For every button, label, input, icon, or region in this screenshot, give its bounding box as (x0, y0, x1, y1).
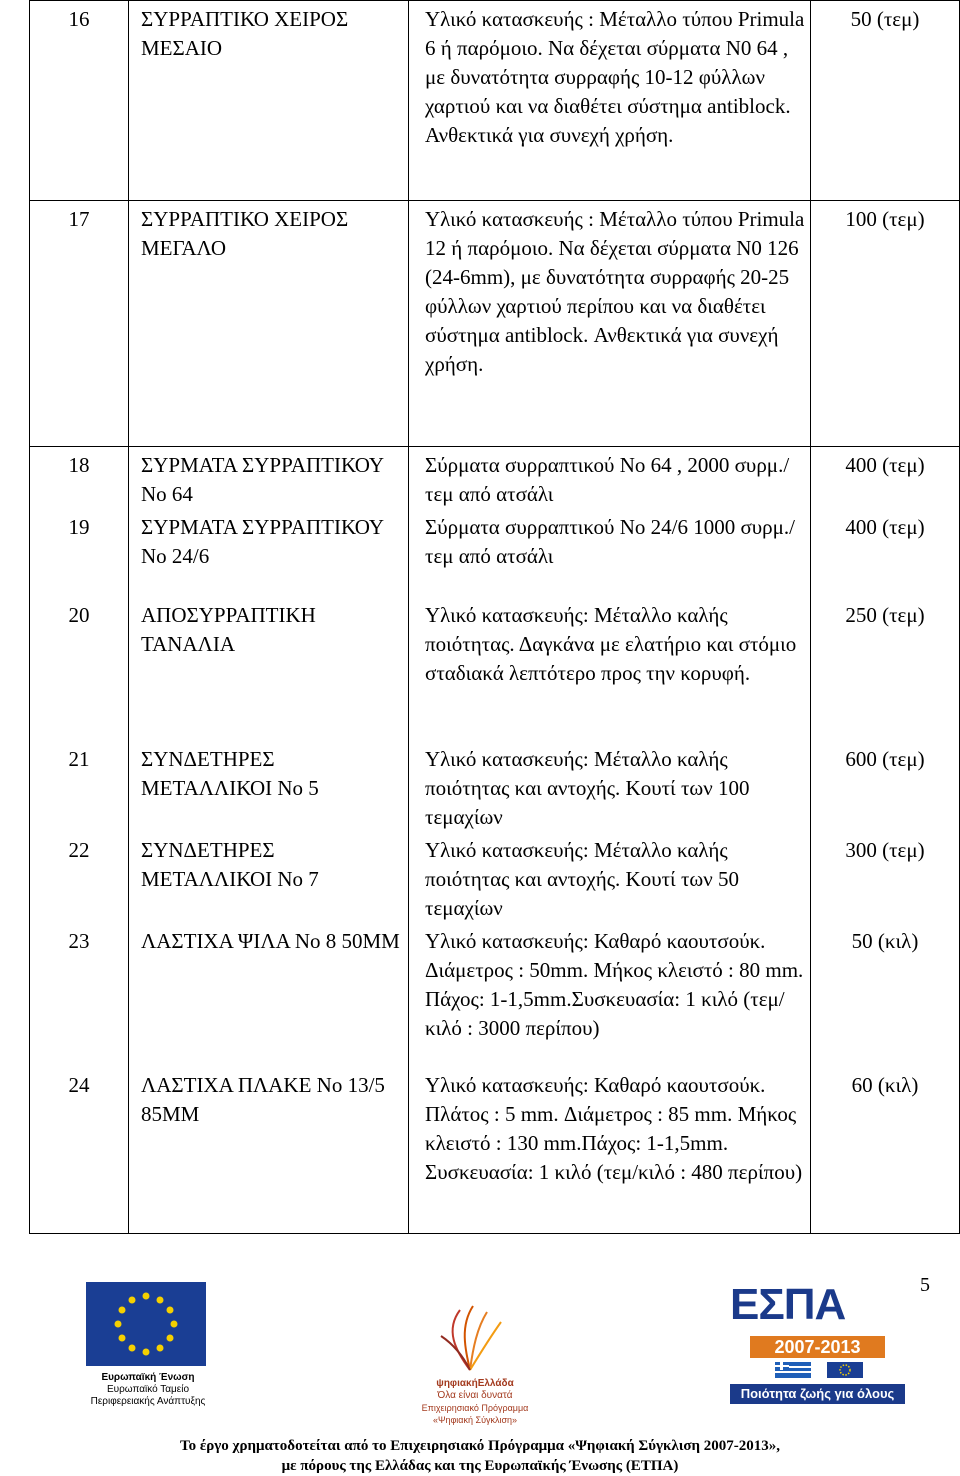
item-quantity: 600 (τεμ) (811, 741, 960, 832)
item-name: ΛΑΣΤΙΧΑ ΠΛΑΚΕ Νο 13/5 85ΜΜ (129, 1067, 409, 1233)
item-quantity: 400 (τεμ) (811, 447, 960, 510)
row-number: 21 (30, 741, 129, 832)
item-quantity: 400 (τεμ) (811, 509, 960, 597)
eu-caption-line: Ευρωπαϊκή Ένωση (101, 1372, 195, 1383)
item-description: Σύρματα συρραπτικού Νο 64 , 2000 συρμ./τεμ από ατσάλι (409, 447, 811, 510)
item-quantity: 60 (κιλ) (811, 1067, 960, 1233)
funding-statement (0, 1436, 960, 1476)
espa-logo (730, 1280, 905, 1410)
funding-line: Το έργο χρηματοδοτείται από το Επιχειρησιακό Πρόγραμμα «Ψηφιακή Σύγκλιση 2007-2013», (179, 1438, 781, 1454)
digital-greece-caption (405, 1378, 545, 1426)
item-name: ΣΥΝΔΕΤΗΡΕΣ ΜΕΤΑΛΛΙΚΟΙ Νο 7 (129, 832, 409, 923)
item-description: Υλικό κατασκευής: Μέταλλο καλής ποιότητας. Δαγκάνα με ελατήριο και στόμιο σταδιακά λεπτότερο προς την κορυφή. (409, 597, 811, 741)
item-name: ΣΥΝΔΕΤΗΡΕΣ ΜΕΤΑΛΛΙΚΟΙ Νο 5 (129, 741, 409, 832)
table-row (30, 923, 960, 1067)
table-row (30, 201, 960, 447)
item-quantity: 50 (τεμ) (811, 1, 960, 201)
table-row (30, 447, 960, 510)
digital-caption-line: Επιχειρησιακό Πρόγραμμα (421, 1403, 529, 1413)
item-name: ΣΥΡΜΑΤΑ ΣΥΡΡΑΠΤΙΚΟΥ Νο 64 (129, 447, 409, 510)
item-quantity: 50 (κιλ) (811, 923, 960, 1067)
eu-caption-line: Περιφερειακής Ανάπτυξης (90, 1396, 206, 1407)
row-number: 19 (30, 509, 129, 597)
row-number: 20 (30, 597, 129, 741)
item-quantity: 100 (τεμ) (811, 201, 960, 447)
items-table (29, 0, 960, 1234)
espa-years: 2007-2013 (750, 1336, 885, 1358)
eu-caption-line: Ευρωπαϊκό Ταμείο (106, 1384, 190, 1395)
row-number: 17 (30, 201, 129, 447)
item-name: ΑΠΟΣΥΡΡΑΠΤΙΚΗ ΤΑΝΑΛΙΑ (129, 597, 409, 741)
table-row (30, 509, 960, 597)
page-footer (0, 1260, 960, 1474)
table-row (30, 832, 960, 923)
digital-caption-line: Όλα είναι δυνατά (437, 1390, 513, 1401)
item-name: ΛΑΣΤΙΧΑ ΨΙΛΑ Νο 8 50ΜΜ (129, 923, 409, 1067)
item-description: Υλικό κατασκευής: Μέταλλο καλής ποιότητας και αντοχής. Κουτί των 100 τεμαχίων (409, 741, 811, 832)
eu-stars-icon (86, 1282, 206, 1366)
espa-slogan: Ποιότητα ζωής για όλους (730, 1384, 905, 1404)
digital-caption-line: ψηφιακήΕλλάδα (436, 1378, 514, 1389)
item-quantity: 300 (τεμ) (811, 832, 960, 923)
item-description: Υλικό κατασκευής: Καθαρό καουτσούκ. Διάμετρος : 50mm. Μήκος κλειστό : 80 mm. Πάχος: 1-1,5mm.Συσκευασία: 1 κιλό (τεμ/κιλό : 3000 περίπου) (409, 923, 811, 1067)
row-number: 24 (30, 1067, 129, 1233)
row-number: 18 (30, 447, 129, 510)
item-description: Σύρματα συρραπτικού Νο 24/6 1000 συρμ./τεμ από ατσάλι (409, 509, 811, 597)
table-row (30, 741, 960, 832)
row-number: 16 (30, 1, 129, 201)
item-description: Υλικό κατασκευής : Μέταλλο τύπου Primula 6 ή παρόμοιο. Να δέχεται σύρματα Ν0 64 , με δυνατότητα συρραφής 10-12 φύλλων χαρτιού και να διαθέτει σύστημα antiblock. Ανθεκτικά για συνεχή χρήση. (409, 1, 811, 201)
table-row (30, 1, 960, 201)
item-name: ΣΥΡΡΑΠΤΙΚΟ ΧΕΙΡΟΣ ΜΕΓΑΛΟ (129, 201, 409, 447)
item-description: Υλικό κατασκευής : Μέταλλο τύπου Primula 12 ή παρόμοιο. Να δέχεται σύρματα Ν0 126 (24-6mm), με δυνατότητα συρραφής 20-25 φύλλων χαρτιού περίπου και να διαθέτει σύστημα antiblock. Ανθεκτικά για συνεχή χρήση. (409, 201, 811, 447)
table-row (30, 1067, 960, 1233)
table-row (30, 597, 960, 741)
row-number: 22 (30, 832, 129, 923)
funding-line: με πόρους της Ελλάδας και της Ευρωπαϊκής Ένωσης (ΕΤΠΑ) (281, 1458, 679, 1474)
item-description: Υλικό κατασκευής: Μέταλλο καλής ποιότητας και αντοχής. Κουτί των 50 τεμαχίων (409, 832, 811, 923)
eu-flag-logo (86, 1282, 206, 1366)
item-quantity: 250 (τεμ) (811, 597, 960, 741)
page-number: 5 (920, 1274, 930, 1296)
row-number: 23 (30, 923, 129, 1067)
item-name: ΣΥΡΜΑΤΑ ΣΥΡΡΑΠΤΙΚΟΥ Νο 24/6 (129, 509, 409, 597)
item-name: ΣΥΡΡΑΠΤΙΚΟ ΧΕΙΡΟΣ ΜΕΣΑΙΟ (129, 1, 409, 201)
digital-caption-line: «Ψηφιακή Σύγκλιση» (432, 1415, 518, 1425)
digital-swirl-icon (415, 1290, 525, 1380)
flags-icon (755, 1362, 885, 1378)
item-description: Υλικό κατασκευής: Καθαρό καουτσούκ. Πλάτος : 5 mm. Διάμετρος : 85 mm. Μήκος κλειστό : 130 mm.Πάχος: 1-1,5mm. Συσκευασία: 1 κιλό (τεμ/κιλό : 480 περίπου) (409, 1067, 811, 1233)
digital-greece-logo (415, 1290, 525, 1390)
eu-caption (78, 1372, 218, 1408)
espa-title: ΕΣΠΑ (730, 1280, 846, 1329)
